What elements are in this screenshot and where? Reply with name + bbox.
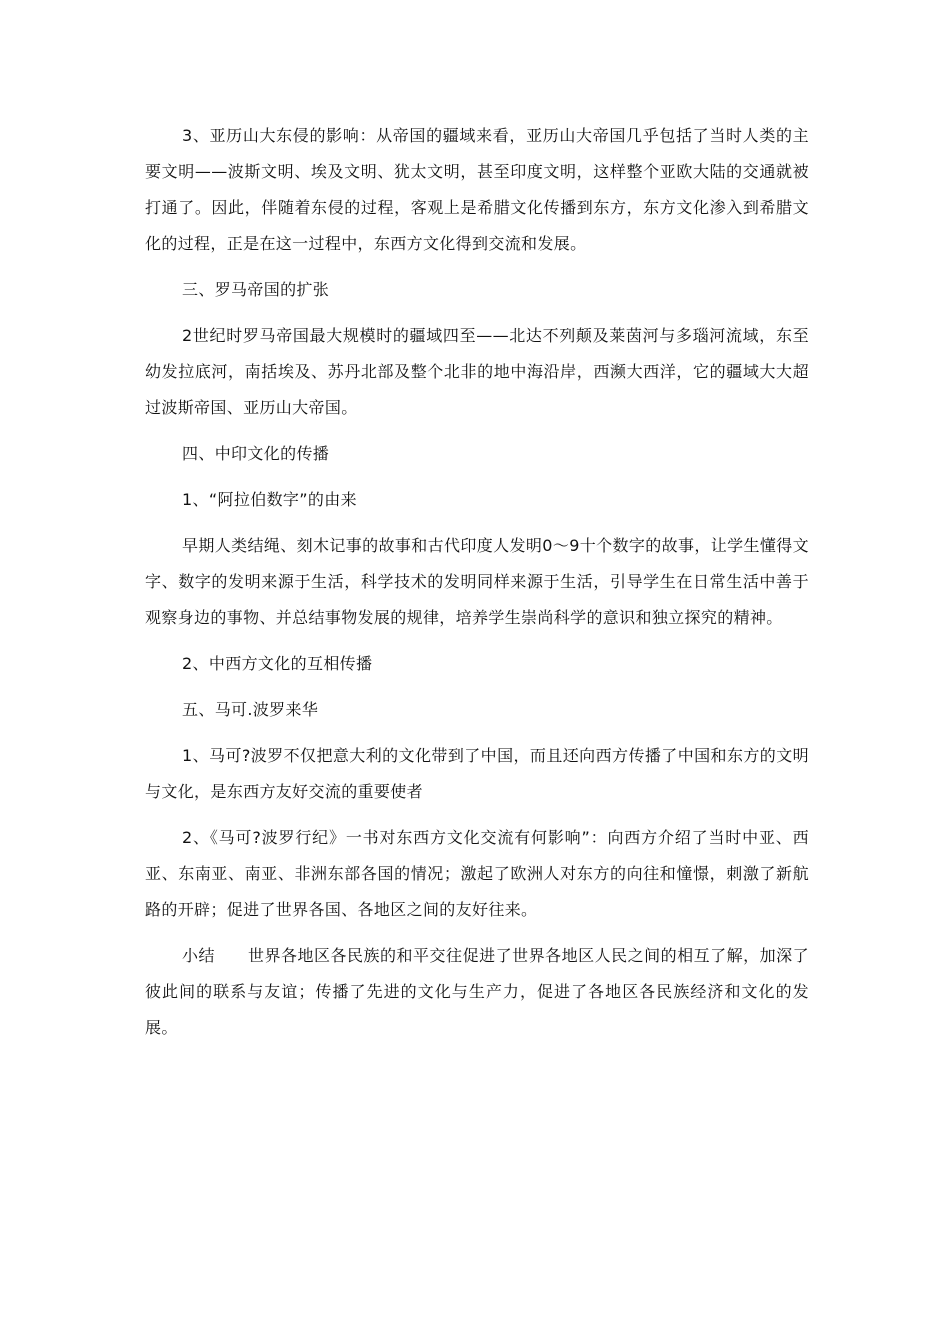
heading-marco-polo: 五、马可.波罗来华	[182, 700, 319, 719]
paragraph-roman-territory: 2世纪时罗马帝国最大规模时的疆域四至——北达不列颠及莱茵河与多瑙河流域，东至幼发拉底河，南括埃及、苏丹北部及整个北非的地中海沿岸，西濒大西洋，它的疆域大大超过波斯帝国、亚历山大帝国。	[145, 326, 809, 417]
paragraph-summary: 小结 世界各地区各民族的和平交往促进了世界各地区人民之间的相互了解，加深了彼此间的联系与友谊；传播了先进的文化与生产力，促进了各地区各民族经济和文化的发展。	[145, 946, 809, 1037]
heading-roman-expansion: 三、罗马帝国的扩张	[182, 280, 330, 299]
paragraph-alexander-influence: 3、亚历山大东侵的影响：从帝国的疆域来看，亚历山大帝国几乎包括了当时人类的主要文明——波斯文明、埃及文明、犹太文明，甚至印度文明，这样整个亚欧大陆的交通就被打通了。因此，伴随着东侵的过程，客观上是希腊文化传播到东方，东方文化渗入到希腊文化的过程，正是在这一过程中，东西方文化得到交流和发展。	[145, 126, 809, 253]
paragraph-marco-polo-role: 1、马可?波罗不仅把意大利的文化带到了中国，而且还向西方传播了中国和东方的文明与文化，是东西方友好交流的重要使者	[145, 746, 809, 801]
heading-east-west-exchange: 2、中西方文化的互相传播	[182, 654, 373, 673]
paragraph-numerals-origin: 早期人类结绳、刻木记事的故事和古代印度人发明0～9十个数字的故事，让学生懂得文字、数字的发明来源于生活，科学技术的发明同样来源于生活，引导学生在日常生活中善于观察身边的事物、并总结事物发展的规律，培养学生崇尚科学的意识和独立探究的精神。	[145, 536, 809, 627]
heading-arabic-numerals: 1、“阿拉伯数字”的由来	[182, 490, 357, 509]
heading-sino-indian-culture: 四、中印文化的传播	[182, 444, 330, 463]
document-body	[145, 118, 809, 1056]
paragraph-travels-influence: 2、《马可?波罗行纪》一书对东西方文化交流有何影响”：向西方介绍了当时中亚、西亚、东南亚、南亚、非洲东部各国的情况；激起了欧洲人对东方的向往和憧憬，刺激了新航路的开辟；促进了世界各国、各地区之间的友好往来。	[145, 828, 809, 919]
